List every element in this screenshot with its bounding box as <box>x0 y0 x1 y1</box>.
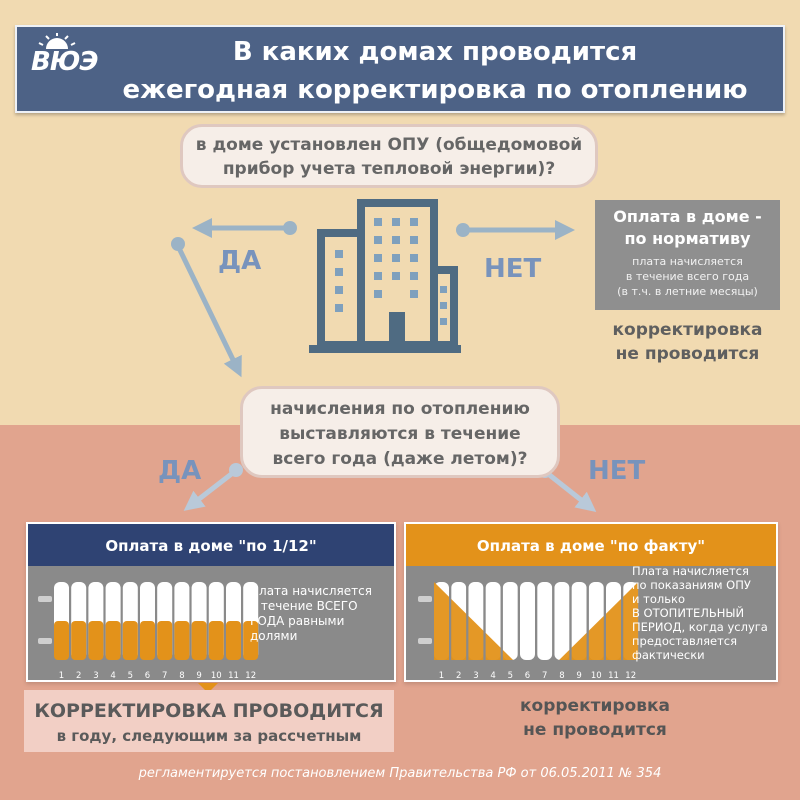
arrow-no-bottom <box>547 473 590 507</box>
radiator-gap <box>604 582 606 660</box>
month-label: 8 <box>559 671 565 681</box>
radiator-fill <box>71 621 86 660</box>
radiator-fill <box>54 621 69 660</box>
note-line-2: по показаниям ОПУ <box>632 578 751 592</box>
radiator-gap <box>466 582 468 660</box>
question-heating-charges-bubble <box>240 386 560 478</box>
no-correction-bottom-line-1: корректировка <box>519 696 670 716</box>
radiator-fill <box>209 621 224 660</box>
month-label: 7 <box>541 671 548 681</box>
radiator-gap <box>501 582 503 660</box>
answer-no-bottom-label: НЕТ <box>588 456 646 486</box>
footer-regulation-note: регламентируется постановлением Правительства РФ от 06.05.2011 № 354 <box>138 766 662 781</box>
radiator-fill <box>226 621 241 660</box>
note-line-1: Плата начисляется <box>632 564 749 578</box>
radiator-fill <box>123 621 138 660</box>
month-label: 10 <box>590 671 602 681</box>
radiator-gap <box>552 582 554 660</box>
norm-desc-line-1: плата начисляется <box>632 255 743 268</box>
norm-description <box>595 254 780 299</box>
no-correction-bottom-text <box>490 694 700 742</box>
norm-no-correction-line-2: не проводится <box>615 344 760 364</box>
radiator-section <box>554 582 569 660</box>
norm-title-line-1: Оплата в доме - <box>613 207 762 226</box>
radiator-fill <box>157 621 172 660</box>
month-label: 8 <box>179 671 185 681</box>
radiator-gap <box>569 582 571 660</box>
radiator-fill <box>174 621 189 660</box>
month-label: 12 <box>625 671 637 681</box>
radiator-fill <box>106 621 121 660</box>
answer-no-label: НЕТ <box>484 254 542 284</box>
norm-desc-line-2: в течение всего года <box>625 270 750 283</box>
radiator-pipe <box>38 596 52 602</box>
card-actual-title: Оплата в доме "по факту" <box>406 524 776 566</box>
month-label: 6 <box>524 671 531 681</box>
month-label: 11 <box>608 671 619 681</box>
arrow-dot <box>229 463 243 477</box>
month-label: 9 <box>196 671 202 681</box>
radiator-section <box>520 582 535 660</box>
radiator-pipe <box>418 638 432 644</box>
month-label: 3 <box>473 671 479 681</box>
note-line-1: Плата начисляется <box>250 584 372 598</box>
question-opu-line-2: прибор учета тепловой энергии)? <box>222 159 556 179</box>
card-one-twelfth-payment <box>26 522 396 682</box>
month-label: 5 <box>507 671 514 681</box>
norm-title-line-2: по нормативу <box>624 229 751 248</box>
month-label: 11 <box>228 671 239 681</box>
question-heating-line-2: выставляются в течение <box>279 424 521 444</box>
radiator-gap <box>483 582 485 660</box>
correction-done-box <box>24 690 394 752</box>
title-line-2: ежегодная корректировка по отоплению <box>122 75 748 105</box>
month-label: 9 <box>576 671 582 681</box>
norm-no-correction-text <box>590 318 785 366</box>
radiator-uniform-icon <box>36 576 257 691</box>
card-one-twelfth-body <box>28 566 394 680</box>
arrow-dot <box>283 221 297 235</box>
radiator-gap <box>449 582 451 660</box>
note-line-3: и только <box>632 592 685 606</box>
month-label: 1 <box>58 671 65 681</box>
radiator-section <box>537 582 552 660</box>
arrow-dot <box>171 237 185 251</box>
answer-yes-bottom-label: ДА <box>158 456 202 486</box>
question-opu-line-1: в доме установлен ОПУ (общедомовой <box>195 135 583 155</box>
norm-desc-line-3: (в т.ч. в летние месяцы) <box>617 285 758 298</box>
radiator-fill <box>88 621 103 660</box>
month-label: 5 <box>127 671 134 681</box>
month-label: 2 <box>75 671 82 681</box>
month-label: 4 <box>110 671 116 681</box>
no-correction-bottom-line-2: не проводится <box>523 720 667 740</box>
correction-done-line-1: КОРРЕКТИРОВКА ПРОВОДИТСЯ <box>34 700 384 722</box>
month-label: 7 <box>161 671 168 681</box>
radiator-seasonal-icon <box>416 576 637 691</box>
radiator-gap <box>587 582 589 660</box>
correction-done-line-2: в году, следующим за рассчетным <box>56 727 362 745</box>
radiator-section <box>503 582 518 660</box>
arrow-dot <box>456 223 470 237</box>
note-line-4: В ОТОПИТЕЛЬНЫЙ <box>632 606 745 620</box>
card-actual-note <box>632 564 776 662</box>
question-heating-line-3: всего года (даже летом)? <box>272 449 528 469</box>
note-line-7: фактически <box>632 648 705 662</box>
note-line-6: предоставляется <box>632 634 738 648</box>
question-heating-line-1: начисления по отоплению <box>270 399 530 419</box>
title-line-1: В каких домах проводится <box>232 37 638 67</box>
month-label: 4 <box>490 671 496 681</box>
note-line-4: долями <box>250 629 298 643</box>
radiator-fill <box>192 621 207 660</box>
card-actual-payment <box>404 522 778 682</box>
radiator-fill <box>140 621 155 660</box>
card-actual-body <box>406 566 776 680</box>
month-label: 3 <box>93 671 99 681</box>
radiator-gap <box>621 582 623 660</box>
month-label: 6 <box>144 671 151 681</box>
norm-payment-box <box>595 200 780 310</box>
note-line-3: ГОДА равными <box>250 614 345 628</box>
answer-yes-label: ДА <box>218 246 262 276</box>
apartment-building-icon <box>309 203 461 353</box>
card-one-twelfth-title: Оплата в доме "по 1/12" <box>28 524 394 566</box>
note-line-2: в течение ВСЕГО <box>250 599 358 613</box>
radiator-pipe <box>38 638 52 644</box>
card-one-twelfth-note <box>250 584 390 644</box>
radiator-pipe <box>418 596 432 602</box>
month-label: 2 <box>455 671 462 681</box>
norm-no-correction-line-1: корректировка <box>612 320 763 340</box>
note-line-5: ПЕРИОД, когда услуга <box>632 620 768 634</box>
month-label: 1 <box>438 671 445 681</box>
radiator-gap <box>535 582 537 660</box>
radiator-gap <box>518 582 520 660</box>
company-logo: ВЮЭ <box>31 47 98 77</box>
month-label: 10 <box>210 671 222 681</box>
norm-title <box>595 200 780 250</box>
month-label: 12 <box>245 671 257 681</box>
